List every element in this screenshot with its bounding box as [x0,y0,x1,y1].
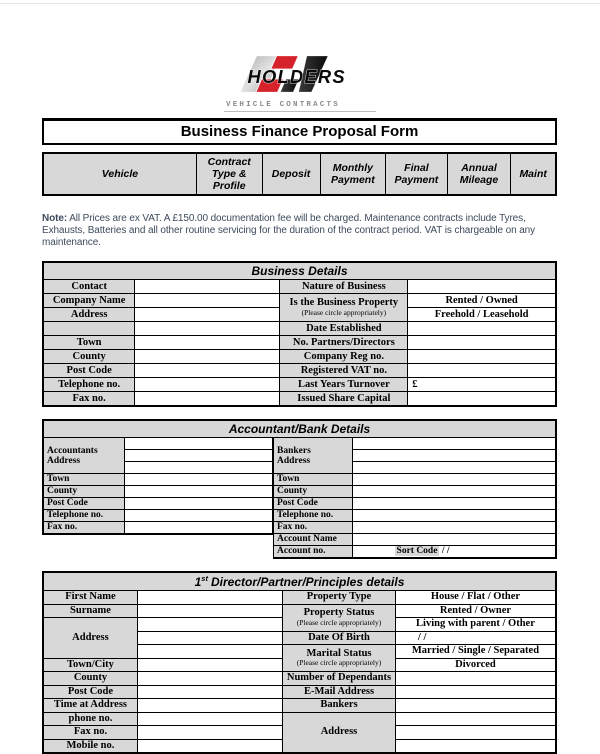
director-bankers-label: Bankers [283,699,396,713]
business-telephone-field[interactable] [135,378,280,392]
monthly-payment-col-header: Monthly Payment [320,153,386,195]
director-section-header [42,571,557,590]
accountants-field-1[interactable] [124,438,272,450]
property-status-option-2[interactable]: Living with parent / Other [395,618,556,632]
business-property-label [280,294,408,322]
bankers-address-label [274,438,353,474]
business-fax-label: Fax no. [43,392,135,407]
accountants-address-label-text: Address [47,455,81,466]
date-established-field[interactable] [408,322,556,336]
date-of-birth-field[interactable]: / / [395,631,556,645]
bank-county-field[interactable] [352,486,556,498]
email-field[interactable] [395,685,556,699]
business-town-field[interactable] [135,336,280,350]
business-property-label-text: Is the Business Property [289,297,399,309]
bankers-field-3[interactable] [352,462,556,474]
vehicle-col-header: Vehicle [43,153,196,195]
circle-appropriately-note: (Please circle appropriately) [301,307,387,317]
director-address-field-2[interactable] [137,631,282,645]
annual-mileage-col-header: Annual Mileage [447,153,511,195]
accountant-county-field[interactable] [124,486,272,498]
property-status-option-1[interactable]: Rented / Owner [395,604,556,618]
director-header-ordinal: st [201,574,208,583]
accountant-table [42,437,273,535]
bankers-field-1[interactable] [352,438,556,450]
bank-telephone-field[interactable] [352,510,556,522]
bank-county-label: County [274,486,353,498]
time-at-address-field[interactable] [137,699,282,713]
bank-postcode-field[interactable] [352,498,556,510]
surname-field[interactable] [137,604,282,618]
property-status-label [283,604,396,631]
partners-directors-field[interactable] [408,336,556,350]
contact-field[interactable] [135,280,280,294]
vehicle-table [42,152,557,196]
business-fax-field[interactable] [135,392,280,407]
account-name-field[interactable] [352,534,556,546]
page-top-edge [0,3,600,4]
accountants-field-2[interactable] [124,450,272,462]
date-established-label: Date Established [280,322,408,336]
accountant-town-field[interactable] [124,474,272,486]
holders-logo-emblem-icon [224,54,376,94]
bank-town-field[interactable] [352,474,556,486]
first-name-field[interactable] [137,591,282,605]
accountant-county-label: County [43,486,124,498]
director-mobile-label: Mobile no. [43,739,137,753]
accountant-fax-field[interactable] [124,522,272,535]
director-postcode-field[interactable] [137,685,282,699]
property-status-label-text: Property Status [303,607,375,619]
accountant-postcode-field[interactable] [124,498,272,510]
contract-type-col-header: Contract Type & Profile [196,153,262,195]
property-status-circle-note: (Please circle appropriately) [296,617,382,627]
accountant-bank-header: Accountant/Bank Details [42,419,557,437]
bank-postcode-label: Post Code [274,498,353,510]
account-name-label: Account Name [274,534,353,546]
accountants-address-label [43,438,124,474]
bankers-field-2[interactable] [352,450,556,462]
bank-town-label: Town [274,474,353,486]
registered-vat-label: Registered VAT no. [280,364,408,378]
turnover-field[interactable]: £ [408,378,556,392]
marital-status-option-2[interactable]: Divorced [395,658,556,672]
business-county-field[interactable] [135,350,280,364]
turnover-label: Last Years Turnover [280,378,408,392]
email-label: E-Mail Address [283,685,396,699]
director-postcode-label: Post Code [43,685,137,699]
sort-code-label: Sort Code [396,546,438,556]
property-type-label: Property Type [283,591,396,605]
note-label: Note: [42,213,68,224]
note-text: All Prices are ex VAT. A £150.00 documentation fee will be charged. Maintenance contracts include Tyres, Exhausts, Batteries and all other routine servicing for the duration of the contract period. VAT is chargeable on any maintenance. [42,213,536,248]
director-bank-address-field-3[interactable] [395,739,556,753]
maint-col-header: Maint [511,153,556,195]
accountant-postcode-label: Post Code [43,498,124,510]
marital-status-label-text: Marital Status [306,647,372,659]
company-name-label: Company Name [43,294,135,308]
accountant-telephone-label: Telephone no. [43,510,124,522]
business-details-section [42,261,557,407]
nature-of-business-label: Nature of Business [280,280,408,294]
marital-status-label [283,645,396,672]
logo-tagline: VEHICLE CONTRACTS [224,100,376,112]
dependants-label: Number of Dependants [283,672,396,686]
director-phone-field[interactable] [137,712,282,726]
business-postcode-field[interactable] [135,364,280,378]
page-title: Business Finance Proposal Form [42,118,557,145]
director-address-label: Address [43,618,137,659]
director-phone-label: phone no. [43,712,137,726]
director-bank-address-field-1[interactable] [395,712,556,726]
share-capital-label: Issued Share Capital [280,392,408,407]
first-name-label: First Name [43,591,137,605]
company-logo [224,0,376,112]
partners-directors-label: No. Partners/Directors [280,336,408,350]
bank-fax-label: Fax no. [274,522,353,534]
director-section [42,571,557,754]
bankers-label-text: Bankers [277,445,311,456]
director-bankers-field[interactable] [395,699,556,713]
town-city-label: Town/City [43,658,137,672]
registered-vat-field[interactable] [408,364,556,378]
final-payment-col-header: Final Payment [386,153,448,195]
company-reg-label: Company Reg no. [280,350,408,364]
account-no-label: Account no. [274,546,353,559]
business-postcode-label: Post Code [43,364,135,378]
share-capital-field[interactable] [408,392,556,407]
accountants-field-3[interactable] [124,462,272,474]
surname-label: Surname [43,604,137,618]
accountant-fax-label: Fax no. [43,522,124,535]
dependants-field[interactable] [395,672,556,686]
logo-brand-text: HOLDERS [247,66,346,88]
bankers-address-label-text: Address [277,455,311,466]
director-county-field[interactable] [137,672,282,686]
bank-table [273,437,557,559]
director-header-text: Director/Partner/Principles details [210,575,405,589]
director-address-field-3[interactable] [137,645,282,659]
bank-telephone-label: Telephone no. [274,510,353,522]
business-details-header: Business Details [42,261,557,279]
director-county-label: County [43,672,137,686]
property-option-rented-owned[interactable]: Rented / Owned [408,294,556,308]
marital-status-option-1[interactable]: Married / Single / Separated [395,645,556,659]
pricing-note [42,213,557,249]
business-address-blank-label [43,322,135,336]
business-telephone-label: Telephone no. [43,378,135,392]
accountant-bank-section [42,419,557,559]
director-bank-address-label: Address [283,712,396,753]
property-type-options[interactable]: House / Flat / Other [395,591,556,605]
property-option-freehold-leasehold[interactable]: Freehold / Leasehold [408,308,556,322]
bank-fax-field[interactable] [352,522,556,534]
business-county-label: County [43,350,135,364]
business-details-table [42,279,557,407]
company-name-field[interactable] [135,294,280,308]
deposit-col-header: Deposit [262,153,320,195]
time-at-address-label: Time at Address [43,699,137,713]
business-address-field-2[interactable] [135,322,280,336]
director-fax-label: Fax no. [43,726,137,740]
contact-label: Contact [43,280,135,294]
business-town-label: Town [43,336,135,350]
date-of-birth-label: Date Of Birth [283,631,396,645]
accountant-town-label: Town [43,474,124,486]
marital-status-circle-note: (Please circle appropriately) [296,658,382,668]
director-mobile-field[interactable] [137,739,282,753]
company-reg-field[interactable] [408,350,556,364]
nature-of-business-field[interactable] [408,280,556,294]
director-bank-address-field-2[interactable] [395,726,556,740]
accountant-telephone-field[interactable] [124,510,272,522]
business-address-label: Address [43,308,135,322]
director-address-field-1[interactable] [137,618,282,632]
director-details-table [42,590,557,754]
business-address-field-1[interactable] [135,308,280,322]
sort-code-value[interactable]: / / [441,546,450,556]
account-no-sort-code-field[interactable] [352,546,556,559]
town-city-field[interactable] [137,658,282,672]
director-fax-field[interactable] [137,726,282,740]
accountants-label-text: Accountants [47,445,98,456]
director-header-number: 1 [194,575,202,589]
